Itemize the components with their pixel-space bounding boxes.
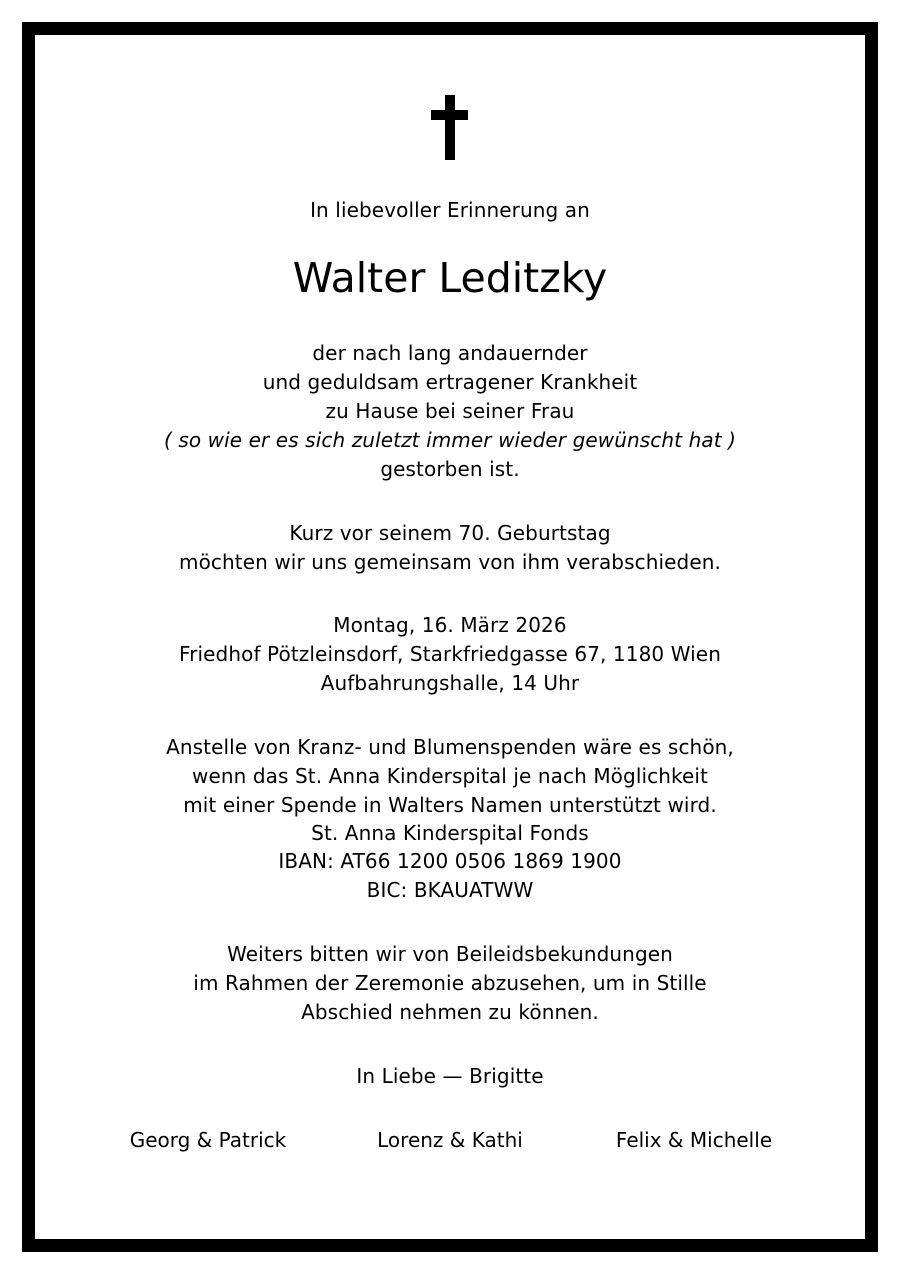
signature-felix-michelle: Felix & Michelle <box>615 1128 773 1152</box>
request-line-1: Weiters bitten wir von Beileidsbekundungen <box>227 942 673 966</box>
request-line-2: im Rahmen der Zeremonie abzusehen, um in Stille <box>193 971 707 995</box>
paragraph-1-line-4-italic: ( so wie er es sich zuletzt immer wieder gewünscht hat ) <box>163 428 737 452</box>
paragraph-1-line-5: gestorben ist. <box>380 457 520 481</box>
ceremony-hall-time: Aufbahrungshalle, 14 Uhr <box>320 671 580 695</box>
ceremony-date: Montag, 16. März 2026 <box>333 613 567 637</box>
intro-text: In liebevoller Erinnerung an <box>310 198 590 222</box>
donation-line-3: mit einer Spende in Walters Namen unterstützt wird. <box>183 793 717 817</box>
signature-georg-patrick: Georg & Patrick <box>129 1128 287 1152</box>
paragraph-1-line-2: und geduldsam ertragener Krankheit <box>262 370 638 394</box>
signature-lorenz-kathi: Lorenz & Kathi <box>377 1128 523 1152</box>
paragraph-2-line-1: Kurz vor seinem 70. Geburtstag <box>289 521 611 545</box>
donation-line-1: Anstelle von Kranz- und Blumenspenden wäre es schön, <box>166 735 734 759</box>
closing-text: In Liebe — Brigitte <box>356 1064 544 1088</box>
donation-line-2: wenn das St. Anna Kinderspital je nach Möglichkeit <box>192 764 708 788</box>
deceased-name: Walter Leditzky <box>292 254 608 302</box>
paragraph-2-line-2: möchten wir uns gemeinsam von ihm verabschieden. <box>178 550 721 574</box>
donation-iban: IBAN: AT66 1200 0506 1869 1900 <box>278 849 622 873</box>
ceremony-location: Friedhof Pötzleinsdorf, Starkfriedgasse 67, 1180 Wien <box>179 642 721 666</box>
paragraph-1-line-3: zu Hause bei seiner Frau <box>325 399 575 423</box>
paragraph-1-line-1: der nach lang andauernder <box>312 341 588 365</box>
donation-bic: BIC: BKAUATWW <box>366 878 534 902</box>
donation-fund: St. Anna Kinderspital Fonds <box>311 821 589 845</box>
request-line-3: Abschied nehmen zu können. <box>301 1000 599 1024</box>
